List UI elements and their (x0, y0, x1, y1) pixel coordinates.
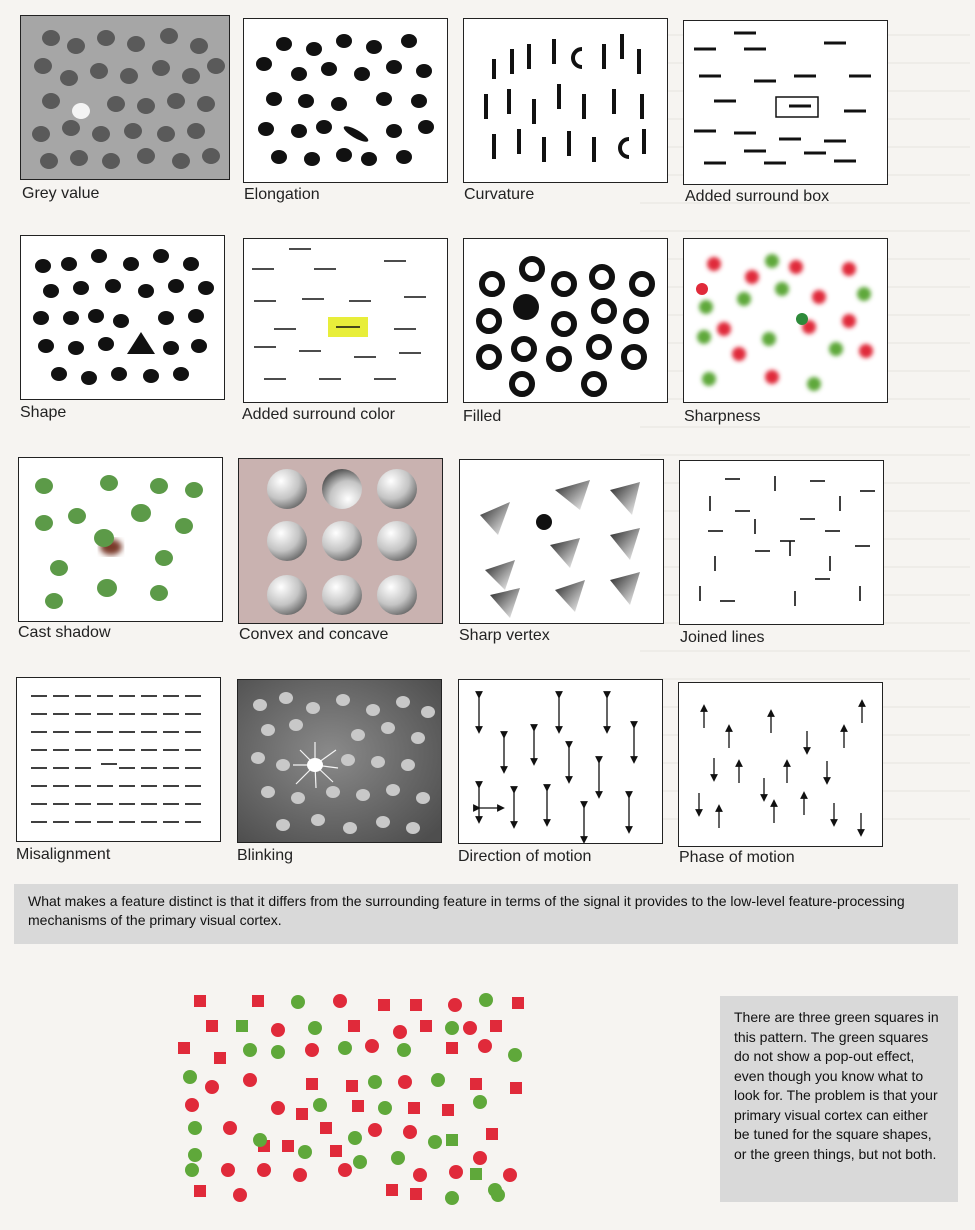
panel-sharpness (683, 238, 888, 403)
caption-curvature: Curvature (464, 186, 535, 203)
panel-curvature (463, 18, 668, 183)
filled-figure (464, 239, 668, 403)
panel-phase-of-motion (678, 682, 883, 847)
caption-sharp-vertex: Sharp vertex (459, 627, 550, 644)
caption-phase-of-motion: Phase of motion (679, 849, 795, 866)
misalignment-figure (17, 678, 221, 842)
caption-added-surround-box: Added surround box (685, 188, 830, 205)
panel-grey-value (20, 15, 230, 180)
panel-convex-concave (238, 458, 443, 624)
added-surround-box-figure (684, 21, 888, 185)
joined-lines-figure (680, 461, 884, 625)
panel-direction-of-motion (458, 679, 663, 844)
caption-added-surround-color: Added surround color (242, 406, 395, 423)
panel-shape (20, 235, 225, 400)
caption-cast-shadow: Cast shadow (18, 624, 111, 641)
caption-direction-of-motion: Direction of motion (458, 848, 592, 865)
figure-caption: What makes a feature distinct is that it differs from the surrounding feature in terms of the signal it provides to the low-level feature-processing mechanisms of the primary visual cortex. (28, 893, 905, 928)
grey-value-figure (21, 16, 230, 180)
panel-filled (463, 238, 668, 403)
sharp-vertex-figure (460, 460, 664, 624)
panel-joined-lines (679, 460, 884, 625)
caption-joined-lines: Joined lines (680, 629, 765, 646)
caption-convex-concave: Convex and concave (239, 626, 389, 643)
caption-grey-value: Grey value (22, 185, 100, 202)
panel-added-surround-box (683, 20, 888, 185)
panel-cast-shadow (18, 457, 223, 622)
caption-elongation: Elongation (244, 186, 320, 203)
added-surround-color-figure (244, 239, 448, 403)
note-text: There are three green squares in this pattern. The green squares do not show a pop-out effect, even though you know what to look for. The problem is that your primary visual cortex can either be tuned for the square shapes, or the green things, but not both. (734, 1009, 939, 1162)
elongation-figure (244, 19, 448, 183)
curvature-figure (464, 19, 668, 183)
direction-of-motion-figure (459, 680, 663, 844)
caption-misalignment: Misalignment (16, 846, 111, 863)
caption-blinking: Blinking (237, 847, 294, 864)
convex-concave-figure (239, 459, 443, 624)
panel-added-surround-color (243, 238, 448, 403)
panel-misalignment (16, 677, 221, 842)
blinking-figure (238, 680, 442, 843)
panel-elongation (243, 18, 448, 183)
pattern-figure (170, 990, 540, 1206)
caption-sharpness: Sharpness (684, 408, 761, 425)
red-green-pattern (170, 990, 540, 1206)
caption-shape: Shape (20, 404, 67, 421)
panel-blinking (237, 679, 442, 843)
figure-caption-box (14, 884, 958, 944)
shape-figure (21, 236, 225, 400)
note-box (720, 996, 958, 1202)
panel-sharp-vertex (459, 459, 664, 624)
caption-filled: Filled (463, 408, 502, 425)
phase-of-motion-figure (679, 683, 883, 847)
cast-shadow-figure (19, 458, 223, 622)
sharpness-figure (684, 239, 888, 403)
